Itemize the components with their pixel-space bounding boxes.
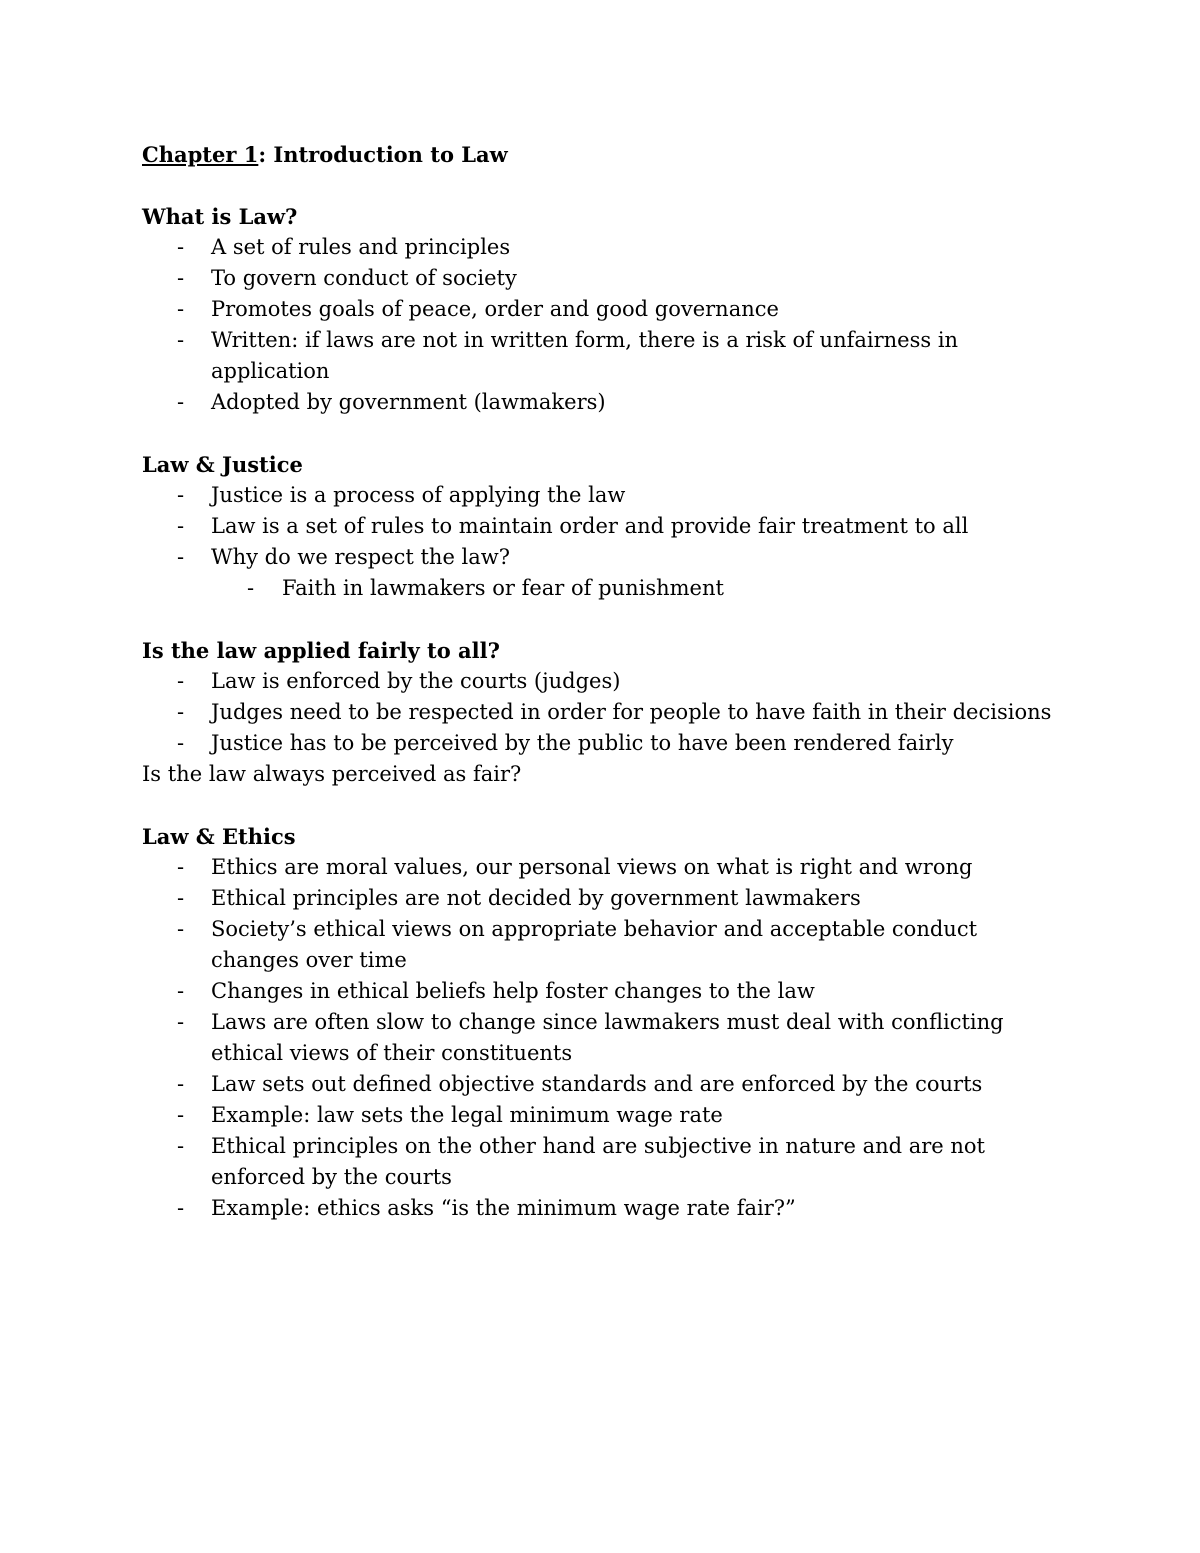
section-spacer [142, 790, 1062, 821]
list-item-text: Justice is a process of applying the law [211, 483, 626, 507]
bullet-dash: - [177, 917, 185, 941]
section-spacer [142, 170, 1062, 201]
bullet-dash: - [177, 1072, 185, 1096]
list-item-text: Ethical principles are not decided by government lawmakers [211, 886, 861, 910]
list-item [142, 325, 1062, 387]
list-item-text: Written: if laws are not in written form, there is a risk of unfairness in application [211, 328, 959, 383]
list-item [142, 1007, 1062, 1069]
list-item [142, 542, 1062, 573]
list-item [142, 232, 1062, 263]
list-item-text: Ethics are moral values, our personal views on what is right and wrong [211, 855, 973, 879]
list-item [142, 666, 1062, 697]
list-item-text: Justice has to be perceived by the public to have been rendered fairly [211, 731, 954, 755]
list-item [142, 1193, 1062, 1224]
list-item [142, 1100, 1062, 1131]
section-spacer [142, 604, 1062, 635]
list-item [142, 914, 1062, 976]
bullet-dash: - [177, 390, 185, 414]
list-item-text: Law is a set of rules to maintain order and provide fair treatment to all [211, 514, 969, 538]
page-title [142, 139, 1062, 170]
bullet-dash: - [177, 669, 185, 693]
list-item-text: Adopted by government (lawmakers) [211, 390, 606, 414]
list-item-text: Ethical principles on the other hand are subjective in nature and are not enforced by the courts [211, 1134, 985, 1189]
bullet-dash: - [177, 1103, 185, 1127]
section-heading: Law & Justice [142, 452, 303, 477]
list-item [142, 697, 1062, 728]
bullet-dash: - [177, 545, 185, 569]
list-item-text: To govern conduct of society [211, 266, 517, 290]
section-heading: Is the law applied fairly to all? [142, 638, 500, 663]
list-item [142, 976, 1062, 1007]
list-item [142, 511, 1062, 542]
list-item-text: Example: law sets the legal minimum wage rate [211, 1103, 723, 1127]
list-item [142, 852, 1062, 883]
chapter-title: : Introduction to Law [258, 142, 508, 167]
list-item-text: Changes in ethical beliefs help foster changes to the law [211, 979, 815, 1003]
chapter-label: Chapter 1 [142, 142, 259, 167]
bullet-dash: - [177, 886, 185, 910]
bullet-dash: - [177, 1134, 185, 1158]
list-item [142, 294, 1062, 325]
bullet-dash: - [247, 576, 255, 600]
bullet-dash: - [177, 700, 185, 724]
list-item-text: Example: ethics asks “is the minimum wage rate fair?” [211, 1196, 796, 1220]
bullet-list [142, 852, 1062, 1224]
bullet-dash: - [177, 235, 185, 259]
bullet-dash: - [177, 731, 185, 755]
sections-container [142, 170, 1062, 1224]
bullet-dash: - [177, 855, 185, 879]
bullet-dash: - [177, 297, 185, 321]
bullet-dash: - [177, 979, 185, 1003]
list-item [142, 263, 1062, 294]
bullet-dash: - [177, 328, 185, 352]
list-item-text: Judges need to be respected in order for people to have faith in their decisions [211, 700, 1052, 724]
list-item-text: Why do we respect the law? [211, 545, 511, 569]
bullet-list [142, 232, 1062, 418]
section-heading: Law & Ethics [142, 824, 296, 849]
list-item [142, 728, 1062, 759]
document-page [142, 139, 1062, 1224]
section-spacer [142, 418, 1062, 449]
bullet-dash: - [177, 514, 185, 538]
list-item [142, 387, 1062, 418]
bullet-dash: - [177, 266, 185, 290]
bullet-dash: - [177, 1010, 185, 1034]
bullet-dash: - [177, 483, 185, 507]
list-item-text: Law sets out defined objective standards and are enforced by the courts [211, 1072, 983, 1096]
section-heading: What is Law? [142, 204, 298, 229]
list-item [142, 883, 1062, 914]
bullet-dash: - [177, 1196, 185, 1220]
list-item-text: Promotes goals of peace, order and good governance [211, 297, 779, 321]
bullet-list [142, 480, 1062, 604]
bullet-list [142, 666, 1062, 759]
list-item-text: Laws are often slow to change since lawmakers must deal with conflicting ethical views of their constituents [211, 1010, 1004, 1065]
sub-list-item [142, 573, 1062, 604]
list-item [142, 480, 1062, 511]
list-item [142, 1069, 1062, 1100]
list-item-text: Society’s ethical views on appropriate behavior and acceptable conduct changes over time [211, 917, 978, 972]
list-item [142, 1131, 1062, 1193]
list-item-text: Law is enforced by the courts (judges) [211, 669, 621, 693]
list-item-text: Faith in lawmakers or fear of punishment [282, 576, 724, 600]
question-text: Is the law always perceived as fair? [142, 762, 522, 786]
list-item-text: A set of rules and principles [211, 235, 511, 259]
